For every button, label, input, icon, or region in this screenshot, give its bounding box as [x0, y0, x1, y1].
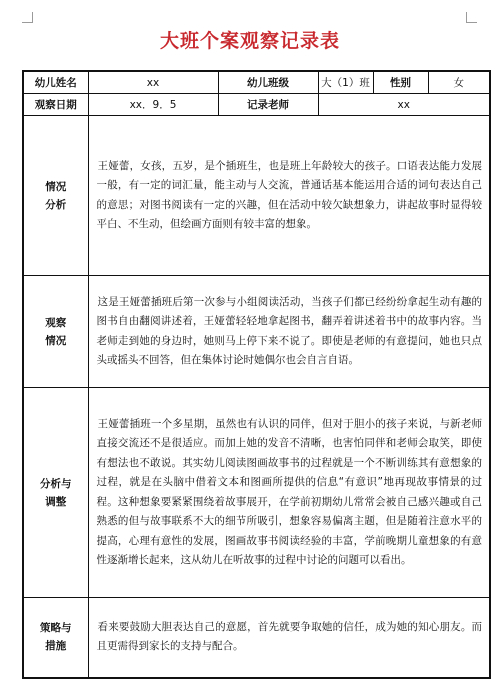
- section-row-strategy-measures: [23, 598, 490, 678]
- section-text-cell: [88, 598, 490, 678]
- section-label-line1: 策略与: [40, 622, 72, 635]
- section-text: 王娅蕾，女孩，五岁，是个插班生，也是班上年龄较大的孩子。口语表达能力发展一般，有一定的词汇量，能主动与人交流，普通话基本能运用合适的词句表达自己的意思；对图书阅读有一定的兴趣，但在活动中较欠缺想象力，讲起故事时显得较平白、不生动，但绘画方面则有较丰富的想象。: [96, 159, 482, 230]
- observation-record-table: [22, 70, 491, 679]
- section-label-line2: 措施: [45, 640, 67, 653]
- section-text: 看来要鼓励大胆表达自己的意愿，首先就要争取她的信任，成为她的知心朋友。而且更需得到家长的支持与配合。: [96, 620, 482, 653]
- section-row-observation: [23, 276, 490, 388]
- section-label-line1: 分析与: [40, 477, 72, 490]
- section-label-line1: 情况: [45, 180, 67, 193]
- section-label-line2: 情况: [45, 334, 67, 347]
- section-text: 这是王娅蕾插班后第一次参与小组阅读活动，当孩子们都已经纷纷拿起生动有趣的图书自由翻阅讲述着，王娅蕾轻轻地拿起图书，翻弄着讲述着书中的故事内容。当老师走到她的身边时，她则马上停下来不说了。即使是老师的有意提问，她也只点头或摇头不回答，但在集体讨论时她偶尔也会自言自语。: [96, 295, 482, 366]
- section-text-cell: [88, 116, 490, 276]
- section-row-situation-analysis: [23, 116, 490, 276]
- page-corner-mark-right: [466, 12, 477, 23]
- section-text: 王娅蕾插班一个多星期，虽然也有认识的同伴，但对于胆小的孩子来说，与新老师直接交流还不是很适应。而加上她的发音不清晰，也害怕同伴和老师会取笑，即使有想法也不敢说。其实幼儿阅读图画故事书的过程就是一个不断训练其有意想象的过程，就是在头脑中借着文本和图画所提供的信息“有意识”地再现故事情景的过程。这种想象要紧紧围绕着故事展开，在学前初期幼儿常常会被自己感兴趣或自己熟悉的但与故事联系不大的细节所吸引，想象容易偏离主题，但是随着注意水平的提高，心理有意性的发展，图画故事书阅读经验的丰富，学前晚期儿童想象的有意性逐渐增长起来，这从幼儿在听故事的过程中讨论的问题可以看出。: [96, 417, 482, 566]
- header-row-2: [23, 94, 490, 116]
- gender-label: 性别: [373, 71, 428, 94]
- observation-date-value: xx．9．5: [88, 94, 218, 116]
- recording-teacher-value: xx: [318, 94, 490, 116]
- section-label-line2: 分析: [45, 198, 67, 211]
- section-label: [23, 598, 88, 678]
- child-name-value: xx: [88, 71, 218, 94]
- child-class-label: 幼儿班级: [218, 71, 318, 94]
- gender-value: 女: [428, 71, 490, 94]
- section-label: [23, 116, 88, 276]
- child-name-label: 幼儿姓名: [23, 71, 88, 94]
- page-corner-mark-left: [22, 12, 33, 23]
- observation-date-label: 观察日期: [23, 94, 88, 116]
- section-row-analysis-adjustment: [23, 388, 490, 598]
- section-label: [23, 388, 88, 598]
- section-text-cell: [88, 276, 490, 388]
- section-label: [23, 276, 88, 388]
- child-class-value: 大（1）班: [318, 71, 373, 94]
- section-label-line2: 调整: [45, 495, 67, 508]
- section-text-cell: [88, 388, 490, 598]
- section-label-line1: 观察: [45, 316, 67, 329]
- header-row-1: [23, 71, 490, 94]
- recording-teacher-label: 记录老师: [218, 94, 318, 116]
- document-title: 大班个案观察记录表: [159, 30, 340, 52]
